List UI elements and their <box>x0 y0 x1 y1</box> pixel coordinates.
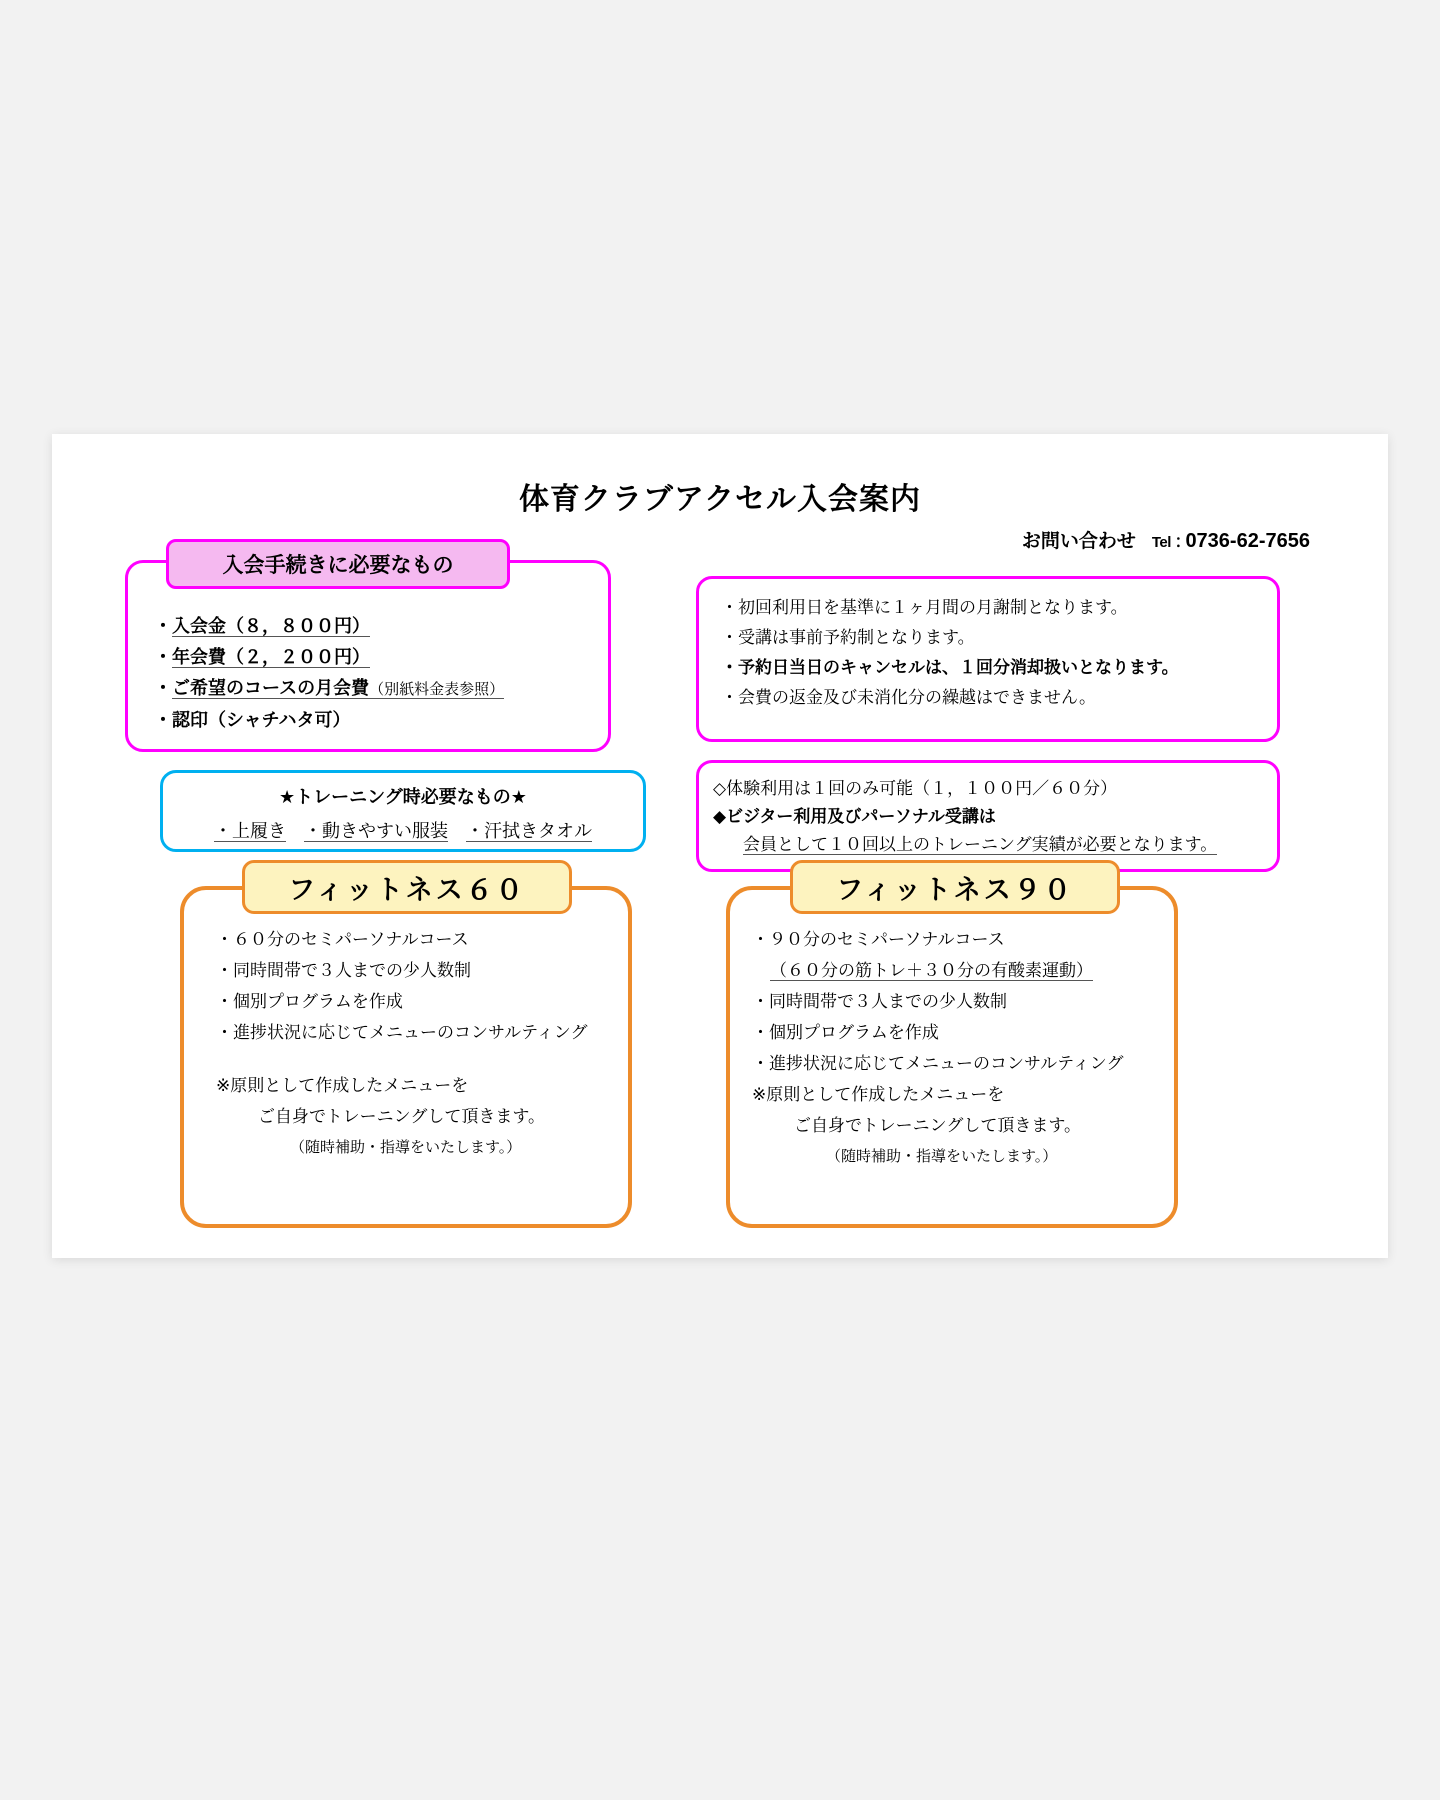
rule-item: ・受講は事前予約制となります。 <box>721 628 975 647</box>
course-feature: ・個別プログラムを作成 <box>216 992 403 1011</box>
course-feature: ・９０分のセミパーソナルコース <box>752 930 1005 949</box>
course-list-fitness60 <box>216 924 610 1163</box>
course-heading-fitness60: フィットネス６０ <box>242 860 572 914</box>
contact-info <box>1022 526 1310 553</box>
bullet: ・ <box>154 647 172 667</box>
bullet: ・ <box>154 710 172 730</box>
course-feature-detail-text: （６０分の筋トレ＋３０分の有酸素運動） <box>770 961 1093 980</box>
required-items-box <box>125 554 611 752</box>
list-item-note: （別紙料金表参照） <box>369 681 505 698</box>
list-item-text: 認印（シャチハタ可） <box>172 710 351 730</box>
trial-item: ◇体験利用は１回のみ可能（１，１００円／６０分） <box>713 779 1118 798</box>
training-item: ・汗拭きタオル <box>466 821 592 841</box>
bullet: ・ <box>154 678 172 698</box>
course-feature: ・６０分のセミパーソナルコース <box>216 930 469 949</box>
list-item-text: ご希望のコースの月会費 <box>172 678 370 698</box>
tel-label: Tel： <box>1151 534 1186 551</box>
course-feature: ・個別プログラムを作成 <box>752 1023 939 1042</box>
course-note: ご自身でトレーニングして頂きます。 <box>794 1116 1081 1135</box>
course-note: ※原則として作成したメニューを <box>216 1076 469 1095</box>
rules-box <box>696 576 1280 742</box>
list-item <box>154 673 594 705</box>
document-sheet <box>52 434 1388 1258</box>
course-list-fitness90 <box>752 924 1156 1172</box>
tel-number: 0736-62-7656 <box>1185 530 1310 552</box>
contact-label: お問い合わせ <box>1021 531 1136 552</box>
course-feature: ・進捗状況に応じてメニューのコンサルティング <box>752 1054 1124 1073</box>
rule-item: ・予約日当日のキャンセルは、１回分消却扱いとなります。 <box>721 658 1179 677</box>
bullet: ・ <box>154 616 172 636</box>
visitor-condition <box>743 831 1277 859</box>
training-item: ・動きやすい服装 <box>304 821 448 841</box>
training-items-list <box>163 817 643 843</box>
visitor-condition-text: 会員として１０回以上のトレーニング実績が必要となります。 <box>743 835 1218 854</box>
page-title: 体育クラブアクセル入会案内 <box>518 483 922 516</box>
required-items-heading: 入会手続きに必要なもの <box>166 539 510 589</box>
course-feature-detail <box>752 955 1156 986</box>
list-item-text: 年会費（２，２００円） <box>172 647 370 667</box>
rule-item: ・初回利用日を基準に１ヶ月間の月謝制となります。 <box>721 598 1128 617</box>
required-items-list <box>154 611 594 736</box>
course-note: ※原則として作成したメニューを <box>752 1085 1005 1104</box>
course-heading-fitness90: フィットネス９０ <box>790 860 1120 914</box>
course-feature: ・同時間帯で３人までの少人数制 <box>216 961 471 980</box>
training-item: ・上履き <box>214 821 286 841</box>
list-item <box>154 642 594 673</box>
training-items-title: ★トレーニング時必要なもの★ <box>279 787 527 807</box>
training-items-box <box>160 770 646 852</box>
course-box-fitness90 <box>726 886 1178 1228</box>
visitor-item: ◆ビジター利用及びパーソナル受講は <box>713 807 996 826</box>
rule-item: ・会費の返金及び未消化分の繰越はできません。 <box>721 688 1097 707</box>
list-item <box>154 611 594 642</box>
list-item <box>154 705 594 736</box>
course-box-fitness60 <box>180 886 632 1228</box>
course-note: （随時補助・指導をいたします。） <box>826 1148 1058 1165</box>
course-note: ご自身でトレーニングして頂きます。 <box>258 1107 545 1126</box>
course-note: （随時補助・指導をいたします。） <box>290 1139 522 1156</box>
course-feature: ・進捗状況に応じてメニューのコンサルティング <box>216 1023 588 1042</box>
course-feature: ・同時間帯で３人までの少人数制 <box>752 992 1007 1011</box>
list-item-text: 入会金（８，８００円） <box>172 616 370 636</box>
trial-visitor-box <box>696 760 1280 872</box>
